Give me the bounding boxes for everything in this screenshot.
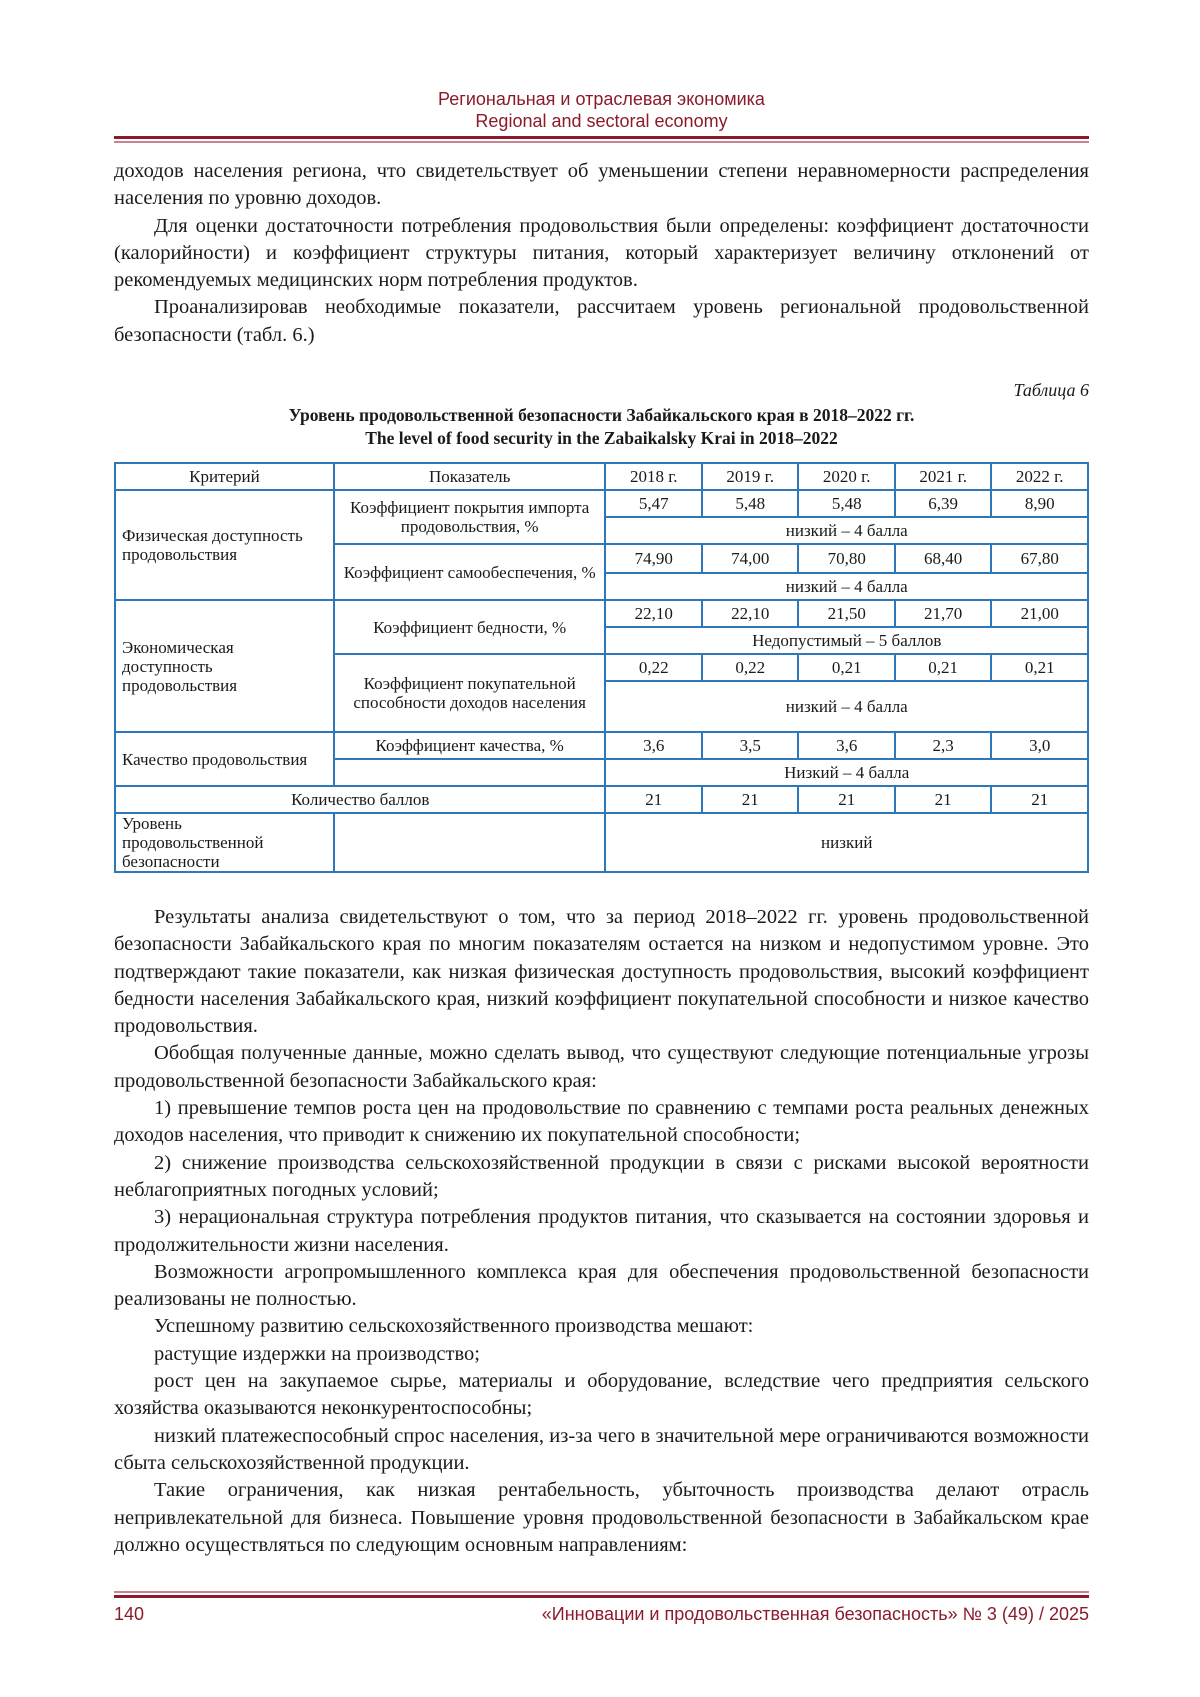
food-security-table	[114, 462, 1089, 873]
level-empty-cell	[334, 813, 606, 872]
table-header-row	[115, 463, 1088, 490]
value-cell: 2,3	[895, 732, 991, 759]
value-cell: 0,21	[798, 654, 894, 681]
value-cell: 0,21	[991, 654, 1088, 681]
criterion-cell: Физическая доступность продовольствия	[115, 490, 334, 600]
total-value: 21	[605, 786, 701, 813]
paragraph: Результаты анализа свидетельствуют о том, что за период 2018–2022 гг. уровень продовольственной безопасности Забайкальского края по многим показателям остается на низком и недопустимом уровне. Это подтверждают такие показатели, как низкая физическая доступность продовольствия, высокий коэффициент бедности населения Забайкальского края, низкий коэффициент покупательной способности и низкое качество продовольствия.	[114, 906, 1089, 1038]
value-cell: 3,0	[991, 732, 1088, 759]
paragraph: Проанализировав необходимые показатели, рассчитаем уровень региональной продовольственной безопасности (табл. 6.)	[114, 296, 1089, 346]
indicator-cell-empty	[334, 759, 606, 786]
list-item: низкий платежеспособный спрос населения, из-за чего в значительной мере ограничиваются возможности сбыта сельскохозяйственной продукции.	[114, 1424, 1089, 1474]
footer-rule	[114, 1591, 1089, 1598]
header-cell: 2019 г.	[702, 463, 798, 490]
journal-issue: «Инновации и продовольственная безопасность» № 3 (49) / 2025	[541, 1604, 1089, 1624]
table-title-ru: Уровень продовольственной безопасности Забайкальского края в 2018–2022 гг.	[288, 405, 915, 425]
body-text	[114, 904, 1089, 1559]
list-item: растущие издержки на производство;	[154, 1342, 480, 1365]
value-cell: 67,80	[991, 544, 1088, 573]
section-title-ru: Региональная и отраслевая экономика	[438, 89, 765, 109]
list-item: рост цен на закупаемое сырье, материалы и оборудование, вследствие чего предприятия сельского хозяйства оказываются неконкурентоспособны;	[114, 1370, 1089, 1420]
table-title-en: The level of food security in the Zabaikalsky Krai in 2018–2022	[365, 428, 838, 448]
total-row	[115, 786, 1088, 813]
total-label: Количество баллов	[115, 786, 605, 813]
value-cell: 3,6	[798, 732, 894, 759]
value-cell: 74,00	[702, 544, 798, 573]
total-value: 21	[991, 786, 1088, 813]
value-cell: 5,48	[702, 490, 798, 517]
value-cell: 6,39	[895, 490, 991, 517]
indicator-cell: Коэффициент самообеспечения, %	[334, 544, 606, 600]
paragraph: Такие ограничения, как низкая рентабельность, убыточность производства делают отрасль непривлекательной для бизнеса. Повышение уровня продовольственной безопасности в Забайкальском крае должно осуществляться по следующим основным направлениям:	[114, 1479, 1089, 1556]
paragraph: доходов населения региона, что свидетельствует об уменьшении степени неравномерности распределения населения по уровню доходов.	[114, 160, 1089, 210]
total-value: 21	[702, 786, 798, 813]
table-number: Таблица 6	[1013, 380, 1089, 400]
table-row	[115, 490, 1088, 517]
value-cell: 3,5	[702, 732, 798, 759]
criterion-cell: Качество продовольствия	[115, 732, 334, 786]
total-value: 21	[895, 786, 991, 813]
rating-cell: Недопустимый – 5 баллов	[605, 627, 1088, 654]
level-label: Уровень продовольственной безопасности	[115, 813, 334, 872]
paragraph: Успешному развитию сельскохозяйственного производства мешают:	[154, 1315, 754, 1338]
table-row	[115, 600, 1088, 627]
value-cell: 21,50	[798, 600, 894, 627]
value-cell: 8,90	[991, 490, 1088, 517]
intro-text	[114, 158, 1089, 349]
header-rule	[114, 136, 1089, 143]
value-cell: 5,47	[605, 490, 701, 517]
value-cell: 0,21	[895, 654, 991, 681]
value-cell: 21,00	[991, 600, 1088, 627]
value-cell: 0,22	[702, 654, 798, 681]
indicator-cell: Коэффициент покупательной способности доходов населения	[334, 654, 606, 732]
value-cell: 68,40	[895, 544, 991, 573]
header-cell: 2020 г.	[798, 463, 894, 490]
header-cell: 2018 г.	[605, 463, 701, 490]
level-row	[115, 813, 1088, 872]
indicator-cell: Коэффициент покрытия импорта продовольствия, %	[334, 490, 606, 544]
value-cell: 21,70	[895, 600, 991, 627]
rating-cell: низкий – 4 балла	[605, 573, 1088, 600]
value-cell: 3,6	[605, 732, 701, 759]
page-number: 140	[114, 1604, 145, 1624]
list-item: 2) снижение производства сельскохозяйственной продукции в связи с рисками высокой вероятности неблагоприятных погодных условий;	[114, 1151, 1089, 1201]
value-cell: 22,10	[605, 600, 701, 627]
rating-cell: низкий – 4 балла	[605, 517, 1088, 544]
list-item: 3) нерациональная структура потребления продуктов питания, что сказывается на состоянии здоровья и продолжительности жизни населения.	[114, 1206, 1089, 1256]
table-row	[115, 732, 1088, 759]
value-cell: 0,22	[605, 654, 701, 681]
paragraph: Обобщая полученные данные, можно сделать вывод, что существуют следующие потенциальные угрозы продовольственной безопасности Забайкальского края:	[114, 1042, 1089, 1092]
value-cell: 70,80	[798, 544, 894, 573]
rating-cell: низкий – 4 балла	[605, 681, 1088, 732]
paragraph: Для оценки достаточности потребления продовольствия были определены: коэффициент достаточности (калорийности) и коэффициент структуры питания, который характеризует величину отклонений от рекомендуемых медицинских норм потребления продуктов.	[114, 214, 1089, 292]
running-header	[114, 88, 1089, 132]
value-cell: 22,10	[702, 600, 798, 627]
criterion-cell: Экономическая доступность продовольствия	[115, 600, 334, 732]
section-title-en: Regional and sectoral economy	[475, 111, 728, 131]
table-title	[114, 404, 1089, 450]
header-cell: 2021 г.	[895, 463, 991, 490]
level-value: низкий	[605, 813, 1088, 872]
header-cell: Критерий	[115, 463, 334, 490]
header-cell: 2022 г.	[991, 463, 1088, 490]
total-value: 21	[798, 786, 894, 813]
value-cell: 74,90	[605, 544, 701, 573]
indicator-cell: Коэффициент качества, %	[334, 732, 606, 759]
header-cell: Показатель	[334, 463, 606, 490]
value-cell: 5,48	[798, 490, 894, 517]
rating-cell: Низкий – 4 балла	[605, 759, 1088, 786]
indicator-cell: Коэффициент бедности, %	[334, 600, 606, 654]
list-item: 1) превышение темпов роста цен на продовольствие по сравнению с темпами роста реальных денежных доходов населения, что приводит к снижению их покупательной способности;	[114, 1097, 1089, 1147]
paragraph: Возможности агропромышленного комплекса края для обеспечения продовольственной безопасности реализованы не полностью.	[114, 1260, 1089, 1311]
